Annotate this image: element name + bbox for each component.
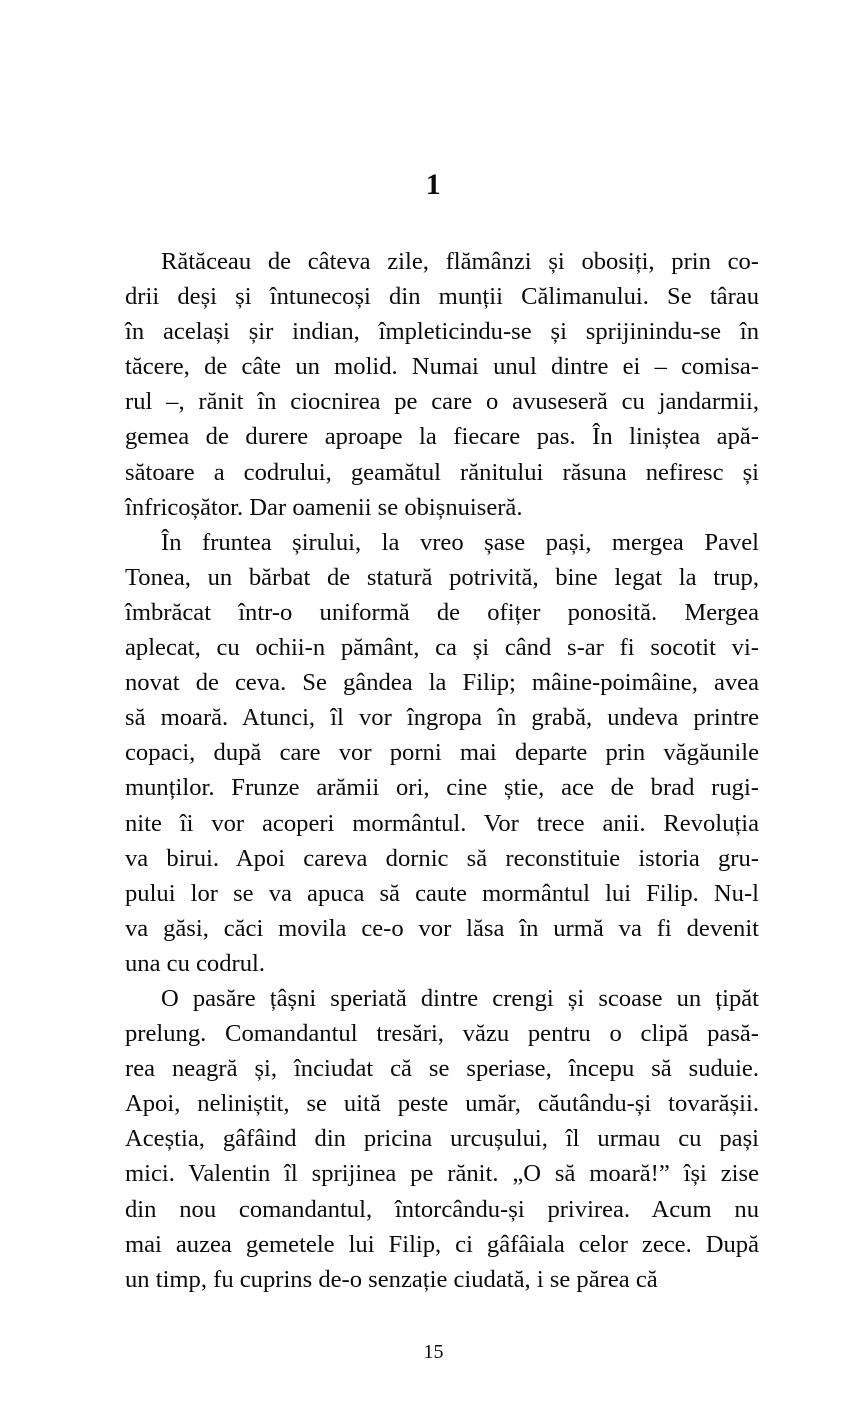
text-line: rul –, rănit în ciocnirea pe care o avuseseră cu jandarmii, xyxy=(125,388,759,416)
text-line: un timp, fu cuprins de-o senzație ciudată, i se părea că xyxy=(125,1265,658,1293)
text-line: rea neagră și, înciudat că se speriase, începu să suduie. xyxy=(125,1055,759,1083)
text-line: în același șir indian, împleticindu-se și sprijinindu-se în xyxy=(125,318,759,346)
text-line: mai auzea gemetele lui Filip, ci gâfâiala celor zece. După xyxy=(125,1230,759,1258)
body-text-column xyxy=(125,244,759,1297)
text-line: aplecat, cu ochii-n pământ, ca și când s-ar fi socotit vi- xyxy=(125,634,759,662)
text-line: înfricoșător. Dar oamenii se obișnuiseră. xyxy=(125,493,523,521)
chapter-number: 1 xyxy=(425,168,442,201)
text-line: Apoi, neliniștit, se uită peste umăr, căutându-și tovarășii. xyxy=(125,1090,759,1118)
text-line: tăcere, de câte un molid. Numai unul dintre ei – comisa- xyxy=(125,353,759,381)
text-line: pului lor se va apuca să caute mormântul lui Filip. Nu-l xyxy=(125,879,759,907)
paragraph xyxy=(125,525,759,981)
text-line: una cu codrul. xyxy=(125,949,265,977)
paragraph xyxy=(125,244,759,525)
text-line: drii deși și întunecoși din munții Călimanului. Se târau xyxy=(125,283,759,311)
text-line: sătoare a codrului, geamătul rănitului răsuna nefiresc și xyxy=(125,458,759,486)
text-line: În fruntea șirului, la vreo șase pași, mergea Pavel xyxy=(161,528,759,556)
text-line: Aceștia, gâfâind din pricina urcușului, îl urmau cu pași xyxy=(125,1125,759,1153)
text-line: să moară. Atunci, îl vor îngropa în grabă, undeva printre xyxy=(125,704,759,732)
text-line: copaci, după care vor porni mai departe prin văgăunile xyxy=(125,739,759,767)
text-line: Rătăceau de câteva zile, flămânzi și obosiți, prin co- xyxy=(161,248,759,275)
text-line: novat de ceva. Se gândea la Filip; mâine-poimâine, avea xyxy=(125,669,759,697)
text-line: Tonea, un bărbat de statură potrivită, bine legat la trup, xyxy=(125,563,759,591)
text-line: munților. Frunze arămii ori, cine știe, ace de brad rugi- xyxy=(125,774,759,802)
text-line: prelung. Comandantul tresări, văzu pentru o clipă pasă- xyxy=(125,1020,759,1048)
text-line: din nou comandantul, întorcându-și privirea. Acum nu xyxy=(125,1195,759,1223)
text-line: va birui. Apoi careva dornic să reconstituie istoria gru- xyxy=(125,844,759,872)
text-line: va găsi, căci movila ce-o vor lăsa în urmă va fi devenit xyxy=(125,914,759,942)
text-line: mici. Valentin îl sprijinea pe rănit. „O să moară!” își zise xyxy=(125,1160,759,1188)
text-line: nite îi vor acoperi mormântul. Vor trece anii. Revoluția xyxy=(125,809,759,837)
paragraph xyxy=(125,981,759,1297)
page-number: 15 xyxy=(423,1341,444,1363)
text-line: gemea de durere aproape la fiecare pas. În liniștea apă- xyxy=(125,423,759,451)
text-line: O pasăre țâșni speriată dintre crengi și scoase un țipăt xyxy=(161,984,759,1012)
text-line: îmbrăcat într-o uniformă de ofițer ponosită. Mergea xyxy=(125,598,759,626)
